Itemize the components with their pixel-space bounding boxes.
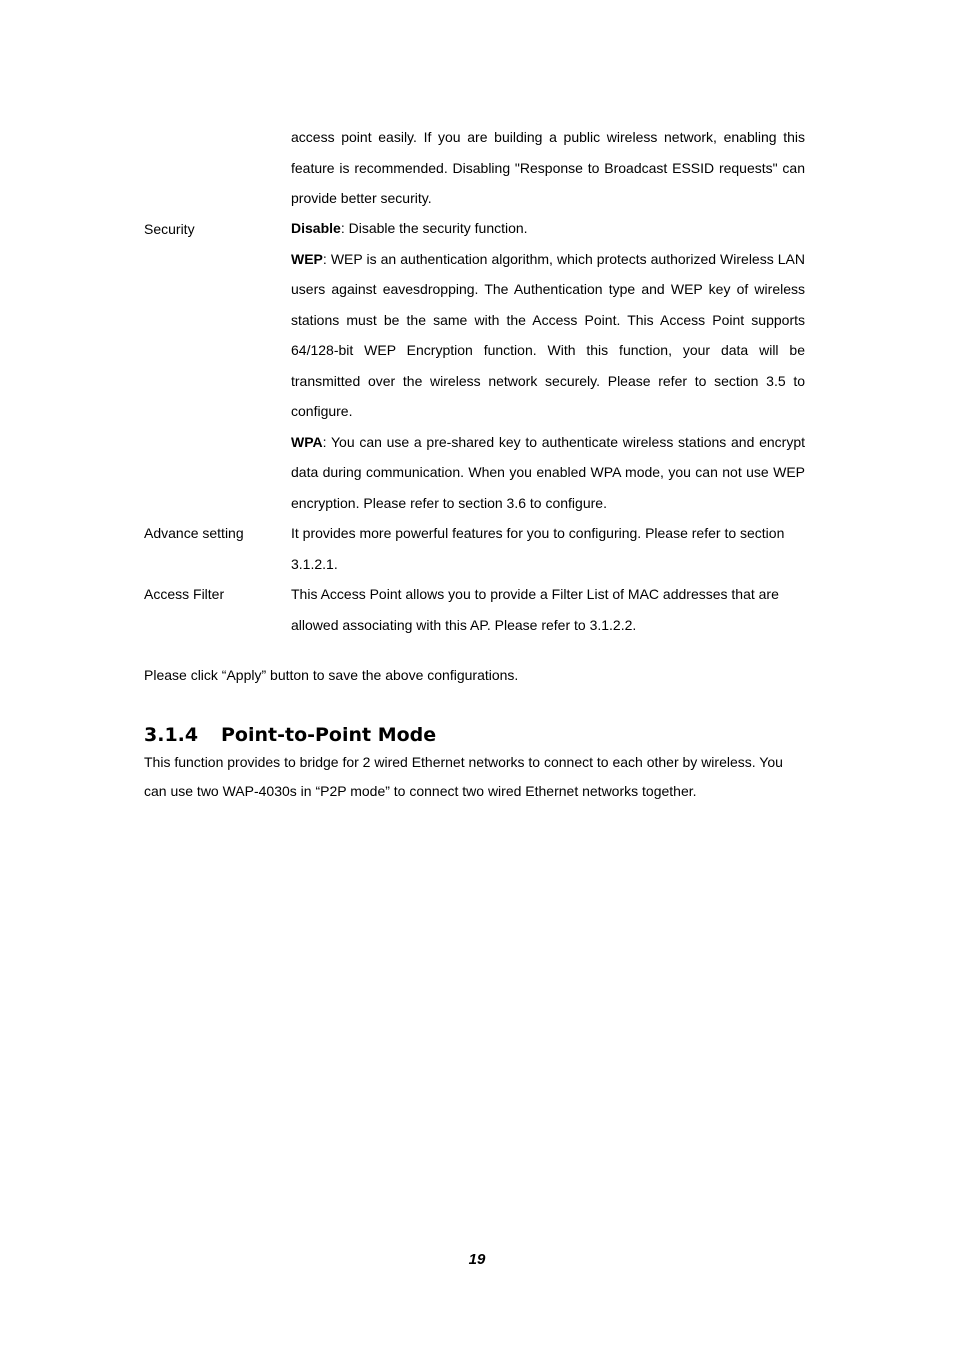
- wpa-label: WPA: [291, 433, 323, 450]
- section-title: Point-to-Point Mode: [221, 724, 437, 746]
- section-body: This function provides to bridge for 2 wired Ethernet networks to connect to each other by wireless. You can use two WAP-4030s in “P2P mode” to connect two wired Ethernet networks together.: [144, 754, 783, 799]
- security-wep-paragraph: [291, 244, 805, 427]
- page-number: 19: [468, 1251, 486, 1268]
- section-number: 3.1.4: [144, 724, 199, 746]
- access-filter-text: This Access Point allows you to provide a Filter List of MAC addresses that are allowed associating with this AP. Please refer to 3.1.2.2.: [291, 586, 779, 633]
- apply-note: Please click “Apply” button to save the above configurations.: [144, 667, 519, 683]
- disable-text: : Disable the security function.: [340, 220, 528, 236]
- security-term: Security: [144, 221, 195, 237]
- ssid-broadcast-continuation: [291, 122, 805, 214]
- security-wpa-paragraph: [291, 427, 805, 519]
- advance-setting-text: It provides more powerful features for you to configuring. Please refer to section 3.1.2.1.: [291, 525, 785, 572]
- wpa-text: : You can use a pre-shared key to authenticate wireless stations and encrypt data during communication. When you enabled WPA mode, you can not use WEP encryption. Please refer to section 3.6 to configure.: [291, 433, 805, 511]
- access-filter-term: Access Filter: [144, 586, 225, 602]
- advance-setting-term: Advance setting: [144, 525, 244, 541]
- security-disable-paragraph: [291, 213, 805, 244]
- access-filter-description: [291, 579, 811, 640]
- advance-setting-description: [291, 518, 811, 579]
- wep-text: : WEP is an authentication algorithm, which protects authorized Wireless LAN users against eavesdropping. The Authentication type and WEP key of wireless stations must be the same with the Access Point. This Access Point supports 64/128-bit WEP Encryption function. With this function, your data will be transmitted over the wireless network securely. Please refer to section 3.5 to configure.: [291, 250, 805, 419]
- continuation-text: access point easily. If you are building a public wireless network, enabling this feature is recommended. Disabling "Response to Broadcast ESSID requests" can provide better security.: [291, 129, 805, 206]
- disable-label: Disable: [291, 220, 341, 236]
- wep-label: WEP: [291, 250, 323, 267]
- section-heading: [144, 720, 436, 750]
- security-description: [291, 213, 805, 518]
